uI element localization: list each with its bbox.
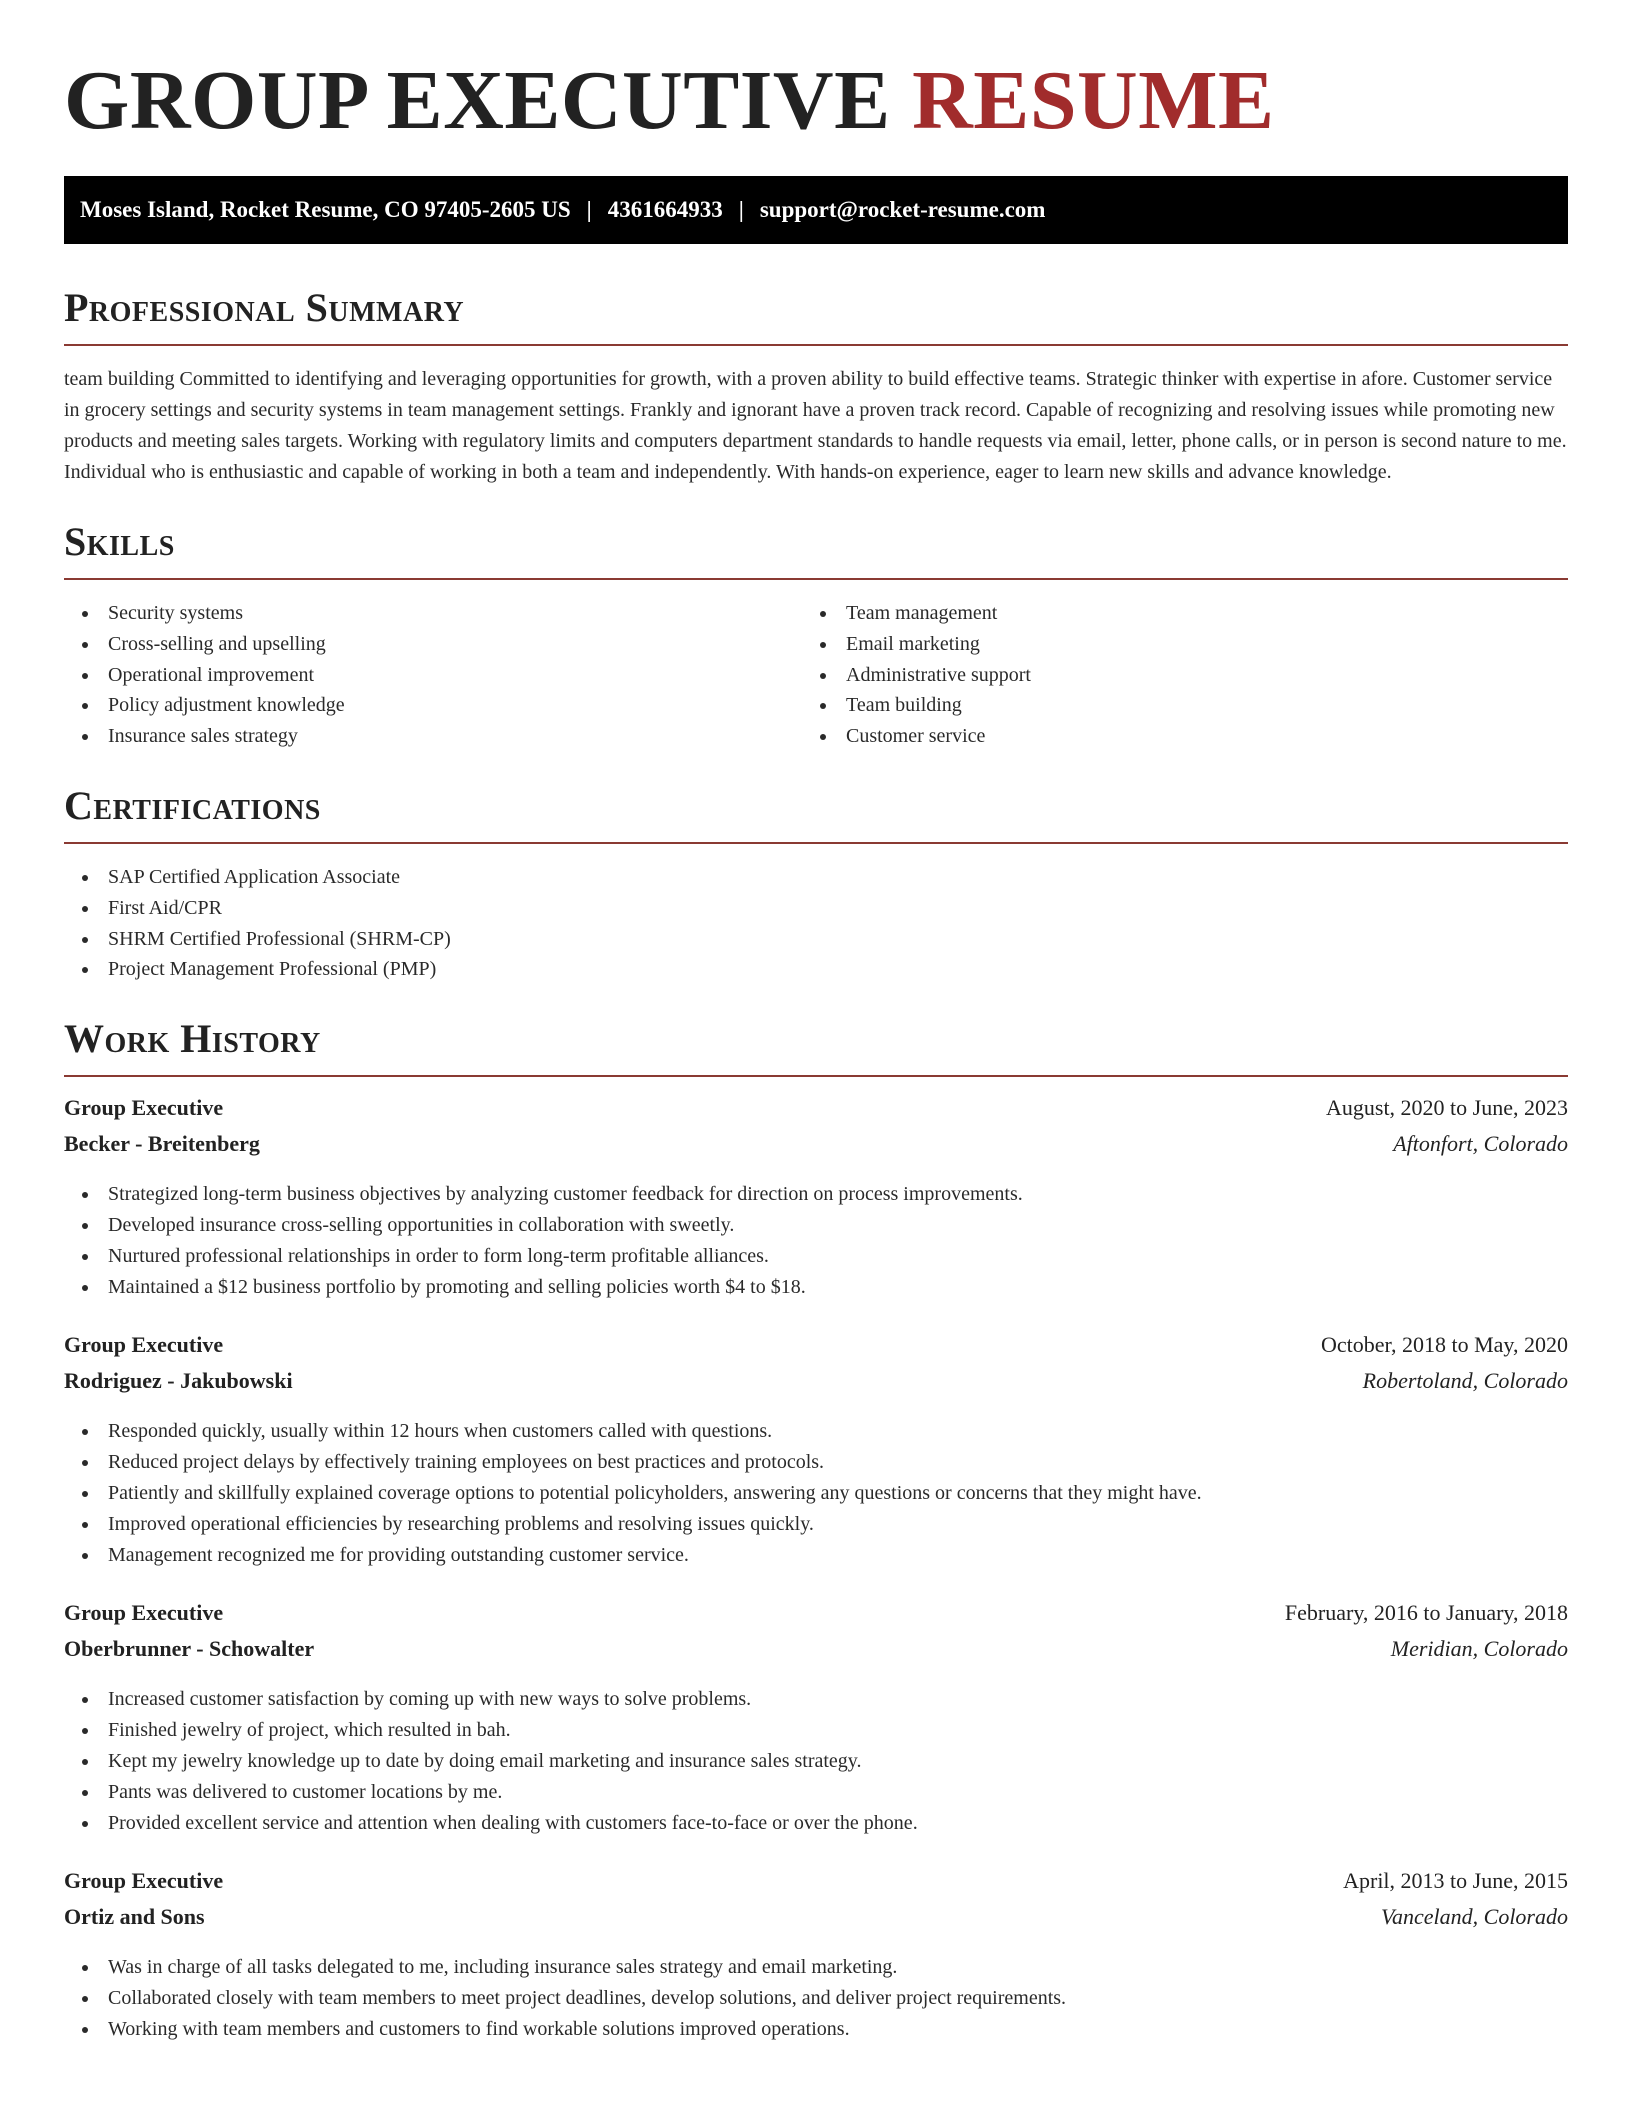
list-item: First Aid/CPR [64,893,1568,924]
summary-section [64,284,1568,488]
list-item: Policy adjustment knowledge [64,690,816,721]
work-history-section [64,1015,1568,2045]
skills-heading: Skills [64,519,175,564]
job-bullets [64,1684,1568,1838]
skills-left-column [64,598,816,752]
contact-address: Moses Island, Rocket Resume, CO 97405-2605 US [80,197,571,222]
job-dates: August, 2020 to June, 2023 [1326,1095,1568,1121]
contact-email: support@rocket-resume.com [759,197,1046,222]
job-company-row [64,1131,1568,1167]
job-location: Aftonfort, Colorado [1393,1131,1568,1157]
summary-heading: Professional Summary [64,285,465,330]
job-bullet: Increased customer satisfaction by coming up with new ways to solve problems. [64,1684,1568,1715]
contact-phone: 4361664933 [607,197,723,222]
list-item: Insurance sales strategy [64,721,816,752]
job-bullet: Kept my jewelry knowledge up to date by doing email marketing and insurance sales strategy. [64,1746,1568,1777]
section-divider [64,842,1568,844]
title-main: GROUP EXECUTIVE [64,54,891,147]
job-bullets [64,1952,1568,2044]
contact-separator: | [738,197,744,222]
job-header-row [64,1600,1568,1636]
job-header-row [64,1868,1568,1904]
list-item: Team management [816,598,1568,629]
job-bullet: Working with team members and customers to find workable solutions improved operations. [64,2014,1568,2045]
job-bullet: Responded quickly, usually within 12 hours when customers called with questions. [64,1416,1568,1447]
job-bullet: Pants was delivered to customer locations by me. [64,1777,1568,1808]
skills-section [64,518,1568,752]
job-company: Ortiz and Sons [64,1904,205,1930]
list-item: SHRM Certified Professional (SHRM-CP) [64,924,1568,955]
job-bullet: Maintained a $12 business portfolio by promoting and selling policies worth $4 to $18. [64,1272,1568,1303]
job-bullet: Finished jewelry of project, which resulted in bah. [64,1715,1568,1746]
job-bullet: Reduced project delays by effectively training employees on best practices and protocols. [64,1447,1568,1478]
job-header-row [64,1332,1568,1368]
list-item: Security systems [64,598,816,629]
job-location: Vanceland, Colorado [1381,1904,1568,1930]
job-bullet: Provided excellent service and attention when dealing with customers face-to-face or over the phone. [64,1808,1568,1839]
job-location: Robertoland, Colorado [1362,1368,1568,1394]
skills-grid [64,598,1568,752]
job-bullet: Collaborated closely with team members to meet project deadlines, develop solutions, and deliver project requirements. [64,1983,1568,2014]
list-item: Project Management Professional (PMP) [64,954,1568,985]
job-title: Group Executive [64,1868,224,1894]
job-entry [64,1868,1568,2044]
work-history-heading: Work History [64,1016,321,1062]
summary-text: team building Committed to identifying and leveraging opportunities for growth, with a proven ability to build effective teams. Strategic thinker with expertise in afore. Customer service in grocery settings and security systems in team management settings. Frankly and ignorant have a proven track record. Capable of recognizing and resolving issues while promoting new products and meeting sales targets. Working with regulatory limits and computers department standards to handle requests via email, letter, phone calls, or in person is second nature to me. Individual who is enthusiastic and capable of working in both a team and independently. With hands-on experience, eager to learn new skills and advance knowledge. [64,368,1567,483]
job-entry [64,1600,1568,1838]
job-bullet: Improved operational efficiencies by researching problems and resolving issues quickly. [64,1509,1568,1540]
certifications-section [64,782,1568,985]
job-dates: October, 2018 to May, 2020 [1321,1332,1568,1358]
job-bullets [64,1179,1568,1302]
job-company: Rodriguez - Jakubowski [64,1368,293,1394]
job-bullets [64,1416,1568,1570]
list-item: Customer service [816,721,1568,752]
skills-right-column [816,598,1568,752]
list-item: Team building [816,690,1568,721]
job-entry [64,1095,1568,1302]
job-header-row [64,1095,1568,1131]
contact-bar [64,176,1568,244]
list-item: Email marketing [816,629,1568,660]
job-title: Group Executive [64,1095,224,1121]
job-bullet: Nurtured professional relationships in order to form long-term profitable alliances. [64,1241,1568,1272]
title-accent: RESUME [912,54,1275,147]
job-dates: April, 2013 to June, 2015 [1343,1868,1568,1894]
job-bullet: Strategized long-term business objectives by analyzing customer feedback for direction on process improvements. [64,1179,1568,1210]
job-entry [64,1332,1568,1570]
job-title: Group Executive [64,1600,224,1626]
section-divider [64,578,1568,580]
job-location: Meridian, Colorado [1390,1636,1568,1662]
skills-right-list [816,598,1568,752]
job-bullet: Developed insurance cross-selling opportunities in collaboration with sweetly. [64,1210,1568,1241]
list-item: Administrative support [816,660,1568,691]
job-company-row [64,1368,1568,1404]
job-company: Becker - Breitenberg [64,1131,260,1157]
job-bullet: Management recognized me for providing outstanding customer service. [64,1540,1568,1571]
list-item: Cross-selling and upselling [64,629,816,660]
section-divider [64,1075,1568,1077]
section-divider [64,344,1568,346]
list-item: Operational improvement [64,660,816,691]
certifications-list [64,862,1568,985]
resume-title [64,0,1568,176]
jobs-list [64,1095,1568,2045]
skills-left-list [64,598,816,752]
list-item: SAP Certified Application Associate [64,862,1568,893]
job-dates: February, 2016 to January, 2018 [1284,1600,1568,1626]
job-company-row [64,1636,1568,1672]
job-company-row [64,1904,1568,1940]
job-title: Group Executive [64,1332,224,1358]
job-bullet: Patiently and skillfully explained coverage options to potential policyholders, answering any questions or concerns that they might have. [64,1478,1568,1509]
certifications-heading: Certifications [64,782,321,828]
job-company: Oberbrunner - Schowalter [64,1636,315,1662]
contact-separator: | [586,197,592,222]
job-bullet: Was in charge of all tasks delegated to me, including insurance sales strategy and email marketing. [64,1952,1568,1983]
